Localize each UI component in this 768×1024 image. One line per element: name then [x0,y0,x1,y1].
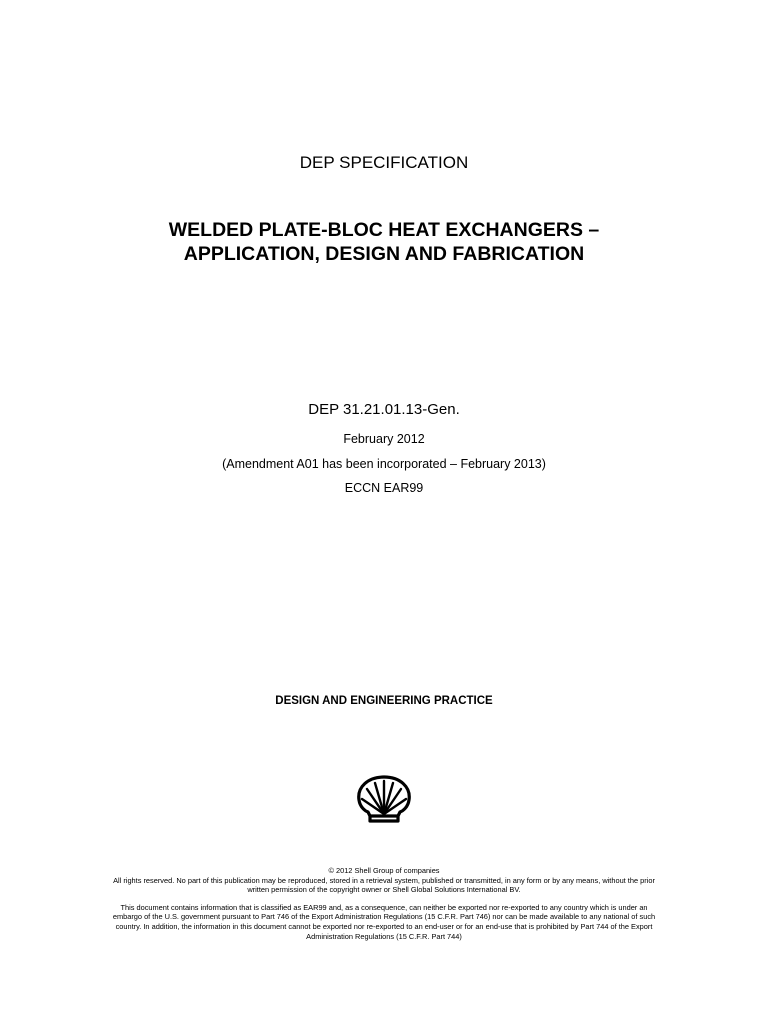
practice-heading: DESIGN AND ENGINEERING PRACTICE [275,695,493,707]
rights-reserved-line-2: written permission of the copyright owner or Shell Global Solutions International BV. [247,885,521,895]
export-notice-line-3: country. In addition, the information in this document cannot be exported nor re-exported to an end-user or for an end-use that is prohibited by Part 744 of the Export [115,921,653,931]
eccn-classification: ECCN EAR99 [344,481,424,495]
document-title-line-1: WELDED PLATE-BLOC HEAT EXCHANGERS – [168,219,600,241]
document-title-line-2: APPLICATION, DESIGN AND FABRICATION [183,243,585,265]
amendment-note: (Amendment A01 has been incorporated – February 2013) [222,457,546,471]
copyright-line: © 2012 Shell Group of companies [328,866,440,875]
publication-date: February 2012 [343,432,425,446]
export-notice-line-2: embargo of the U.S. government pursuant to Part 746 of the Export Administration Regulations (15 C.F.R. Part 746) nor can be made available to any national of such [112,912,656,922]
export-notice-line-1: This document contains information that is classified as EAR99 and, as a consequence, can neither be exported nor re-exported to any country which is under an [120,902,648,912]
dep-number: DEP 31.21.01.13-Gen. [308,401,460,418]
export-notice-line-4: Administration Regulations (15 C.F.R. Part 744) [306,931,462,941]
document-title [0,218,768,266]
legal-notice [96,866,672,941]
document-type-label: DEP SPECIFICATION [299,153,469,172]
shell-pecten-logo-icon [354,774,414,826]
rights-reserved-line-1: All rights reserved. No part of this publication may be reproduced, stored in a retrieval system, published or transmitted, in any form or by any means, without the prior [113,875,655,885]
